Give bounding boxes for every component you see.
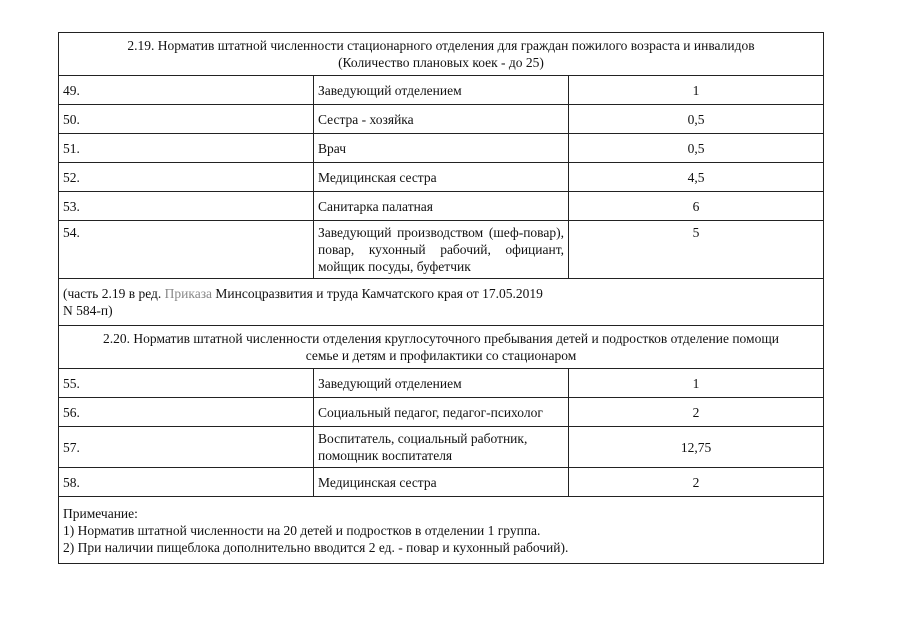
position-name: Сестра - хозяйка (314, 105, 569, 134)
row-number: 54. (59, 221, 314, 279)
table-row (59, 369, 824, 398)
position-name: Воспитатель, социальный работник, помощник воспитателя (314, 427, 569, 468)
staff-count: 1 (569, 369, 824, 398)
staff-count: 0,5 (569, 105, 824, 134)
position-name: Медицинская сестра (314, 163, 569, 192)
amendment-line1 (63, 285, 819, 302)
note-block (59, 497, 824, 564)
note-item: 1) Норматив штатной численности на 20 детей и подростков в отделении 1 группа. (63, 522, 541, 538)
staff-count: 0,5 (569, 134, 824, 163)
table-row (59, 105, 824, 134)
row-number: 52. (59, 163, 314, 192)
section-2-20-title-line1: 2.20. Норматив штатной численности отделения круглосуточного пребывания детей и подростков отделение помощи (103, 331, 779, 346)
table-row (59, 192, 824, 221)
staff-count: 5 (569, 221, 824, 279)
order-link[interactable]: Приказа (164, 286, 213, 301)
position-name: Заведующий отделением (314, 369, 569, 398)
section-2-20-title-line2: семье и детям и профилактики со стационаром (305, 348, 577, 363)
amendment-suffix: Минсоцразвития и труда Камчатского края от 17.05.2019 (212, 286, 543, 301)
staffing-table (58, 32, 824, 564)
table-row (59, 134, 824, 163)
staff-count: 4,5 (569, 163, 824, 192)
section-2-19-title-line1: 2.19. Норматив штатной численности стационарного отделения для граждан пожилого возраста и инвалидов (127, 38, 755, 53)
section-2-19-title (59, 33, 824, 76)
staff-count: 2 (569, 398, 824, 427)
row-number: 53. (59, 192, 314, 221)
table-row (59, 427, 824, 468)
row-number: 50. (59, 105, 314, 134)
note-item: 2) При наличии пищеблока дополнительно вводится 2 ед. - повар и кухонный рабочий). (63, 539, 569, 555)
row-number: 58. (59, 468, 314, 497)
table-row (59, 221, 824, 279)
section-2-19-title-line2: (Количество плановых коек - до 25) (338, 55, 544, 70)
table-row (59, 76, 824, 105)
amendment-note (59, 279, 824, 326)
amendment-prefix: (часть 2.19 в ред. (63, 286, 165, 301)
table-row (59, 468, 824, 497)
staff-count: 12,75 (569, 427, 824, 468)
row-number: 49. (59, 76, 314, 105)
position-name: Санитарка палатная (314, 192, 569, 221)
position-name: Заведующий отделением (314, 76, 569, 105)
row-number: 56. (59, 398, 314, 427)
table-row (59, 163, 824, 192)
staff-count: 6 (569, 192, 824, 221)
amendment-line2: N 584-п) (63, 303, 113, 318)
staff-count: 2 (569, 468, 824, 497)
row-number: 55. (59, 369, 314, 398)
note-heading: Примечание: (63, 505, 138, 521)
section-2-20-title (59, 326, 824, 369)
staff-count: 1 (569, 76, 824, 105)
position-name: Социальный педагог, педагог-психолог (314, 398, 569, 427)
position-name: Врач (314, 134, 569, 163)
position-name: Заведующий производством (шеф-повар), повар, кухонный рабочий, официант, мойщик посуды, буфетчик (314, 221, 569, 279)
row-number: 57. (59, 427, 314, 468)
position-name: Медицинская сестра (314, 468, 569, 497)
table-row (59, 398, 824, 427)
row-number: 51. (59, 134, 314, 163)
